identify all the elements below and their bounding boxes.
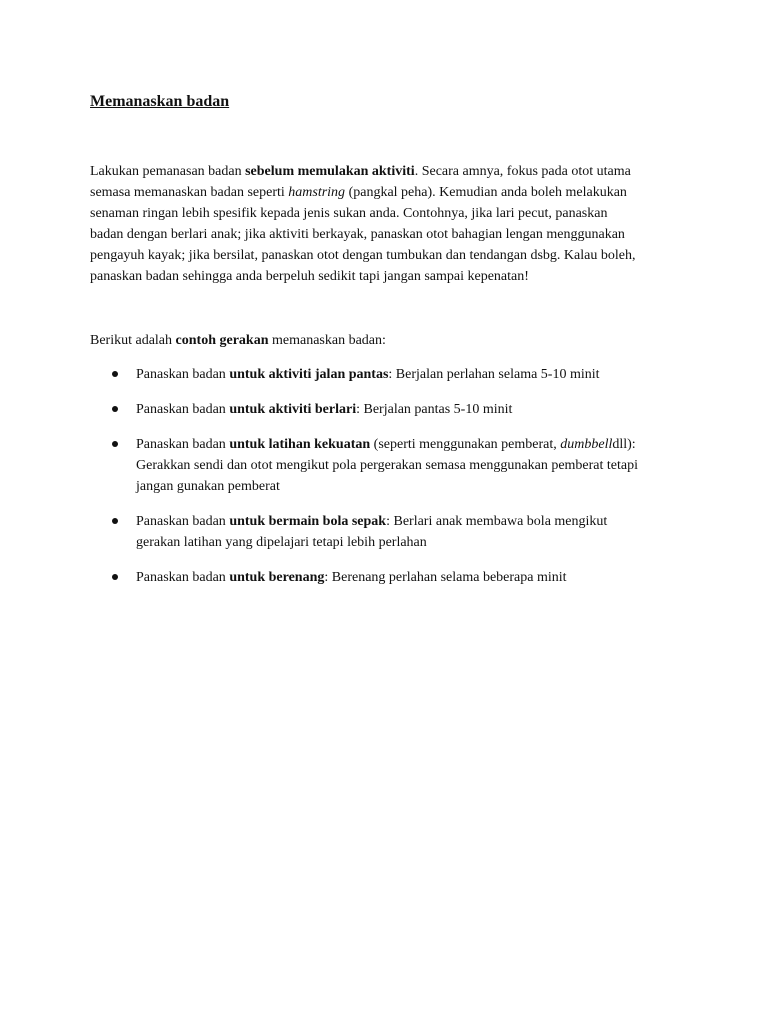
- bullet-icon: [112, 574, 118, 580]
- list-intro: Berikut adalah contoh gerakan memanaskan badan:: [90, 333, 386, 348]
- bullet-icon: [112, 518, 118, 524]
- bold-phrase: sebelum memulakan aktiviti: [245, 164, 415, 179]
- bold-phrase: contoh gerakan: [175, 333, 269, 348]
- paragraph-line: badan dengan berlari anak; jika aktiviti berkayak, panaskan otot bahagian lengan menggunakan: [90, 227, 625, 242]
- paragraph-line: semasa memanaskan badan seperti hamstring (pangkal peha). Kemudian anda boleh melakukan: [90, 185, 627, 200]
- bullet-icon: [112, 406, 118, 412]
- list-item: Panaskan badan untuk aktiviti jalan pantas: Berjalan perlahan selama 5-10 minit: [90, 364, 690, 385]
- paragraph-line: Lakukan pemanasan badan sebelum memulakan aktiviti. Secara amnya, fokus pada otot utama: [90, 164, 631, 179]
- paragraph-line: panaskan badan sehingga anda berpeluh sedikit tapi jangan sampai kepenatan!: [90, 269, 529, 284]
- bullet-list: [90, 364, 690, 602]
- page-title: Memanaskan badan: [90, 93, 230, 110]
- bullet-icon: [112, 371, 118, 377]
- body-paragraph: [90, 161, 690, 287]
- bullet-icon: [112, 441, 118, 447]
- list-item: Panaskan badan untuk latihan kekuatan (seperti menggunakan pemberat, dumbbelldll): Gerakkan sendi dan otot mengikut pola pergerakan semasa menggunakan pemberat tetapi jangan gunakan pemberat: [90, 434, 690, 497]
- list-item: Panaskan badan untuk bermain bola sepak: Berlari anak membawa bola mengikut gerakan latihan yang dipelajari tetapi lebih perlahan: [90, 511, 690, 553]
- italic-term: hamstring: [288, 185, 346, 200]
- paragraph-line: senaman ringan lebih spesifik kepada jenis sukan anda. Contohnya, jika lari pecut, panaskan: [90, 206, 608, 221]
- list-item: Panaskan badan untuk aktiviti berlari: Berjalan pantas 5-10 minit: [90, 399, 690, 420]
- list-item: Panaskan badan untuk berenang: Berenang perlahan selama beberapa minit: [90, 567, 690, 588]
- paragraph-line: pengayuh kayak; jika bersilat, panaskan otot dengan tumbukan dan tendangan dsbg. Kalau boleh,: [90, 248, 636, 263]
